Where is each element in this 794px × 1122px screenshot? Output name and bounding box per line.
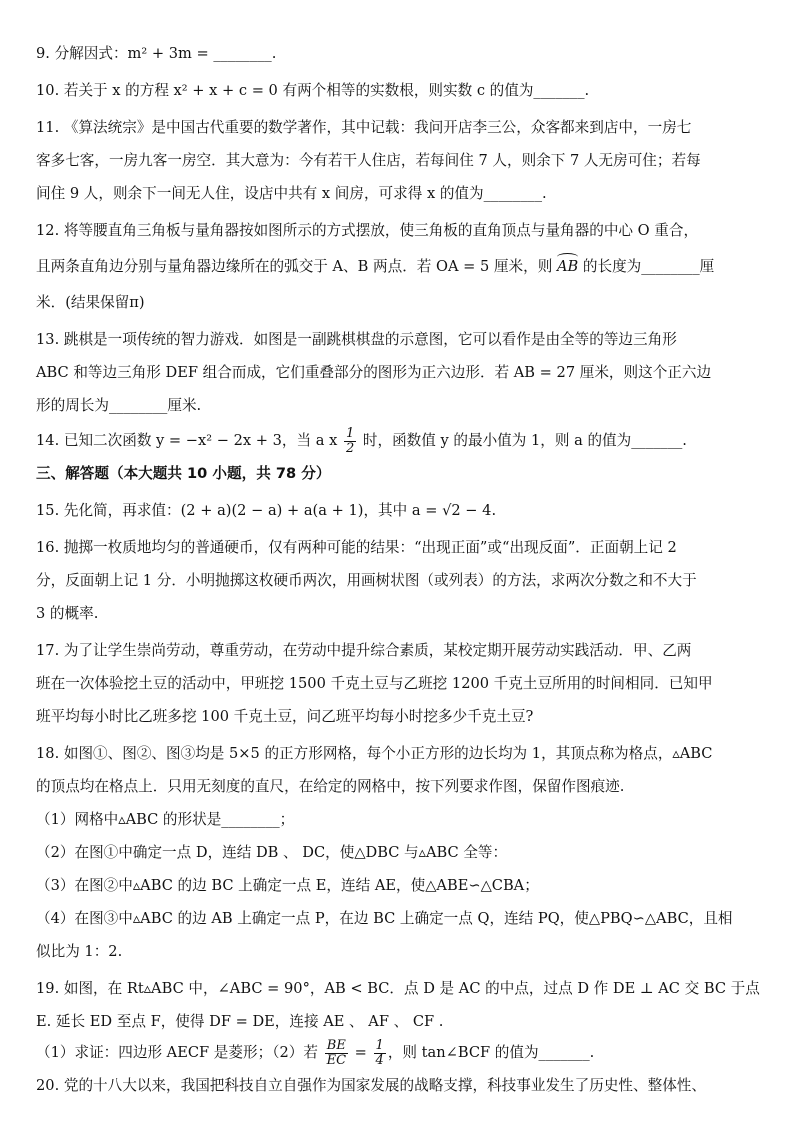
question-17-line-1: 17. 为了让学生崇尚劳动，尊重劳动，在劳动中提升综合素质，某校定期开展劳动实践活动．甲、乙两 <box>36 642 692 659</box>
fraction-denominator: 4 <box>375 1052 384 1068</box>
question-14-start: 14. 已知二次函数 y = −x² − 2x + 3，当 a x <box>36 432 342 449</box>
question-12 <box>36 221 770 313</box>
question-19-line-3-end: ，则 tan∠BCF 的值为_______. <box>387 1044 595 1061</box>
fraction-one-half <box>344 427 356 456</box>
question-17-line-2: 班在一次体验挖土豆的活动中，甲班挖 1500 千克土豆与乙班挖 1200 千克土豆所用的时间相同．已知甲 <box>36 675 713 692</box>
question-19-line-2: E. 延长 ED 至点 F，使得 DF = DE，连接 AE 、 AF 、 CF . <box>36 1013 444 1030</box>
question-18-part-4-cont: 似比为 1：2. <box>36 943 123 960</box>
fraction-one-quarter <box>374 1039 386 1068</box>
question-10: 10. 若关于 x 的方程 x² + x + c = 0 有两个相等的实数根，则实数 c 的值为_______. <box>36 82 590 99</box>
question-13 <box>36 330 770 416</box>
question-12-line-1: 12. 将等腰直角三角板与量角器按如图所示的方式摆放，使三角板的直角顶点与量角器的中心 O 重合， <box>36 222 699 239</box>
fraction-numerator: BE <box>325 1039 348 1054</box>
question-11 <box>36 118 770 204</box>
arc-ab-symbol: AB <box>556 258 579 275</box>
fraction-denominator: EC <box>326 1052 347 1068</box>
question-11-line-1: 11. 《算法统宗》是中国古代重要的数学著作，其中记载：我问开店李三公，众客都来到店中，一房七 <box>36 119 692 136</box>
question-13-line-2: ABC 和等边三角形 DEF 组合而成，它们重叠部分的图形为正六边形．若 AB = 27 厘米，则这个正六边 <box>36 364 712 381</box>
question-19-line-1: 19. 如图，在 Rt▵ABC 中，∠ABC = 90°，AB < BC．点 D 是 AC 的中点，过点 D 作 DE ⊥ AC 交 BC 于点 <box>36 980 760 997</box>
question-18 <box>36 744 770 962</box>
question-9: 9. 分解因式：m² + 3m = ________. <box>36 45 277 62</box>
fraction-numerator: 1 <box>345 425 355 441</box>
question-18-part-2: （2）在图①中确定一点 D，连结 DB 、 DC，使△DBC 与▵ABC 全等： <box>36 844 508 861</box>
question-18-part-3: （3）在图②中▵ABC 的边 BC 上确定一点 E，连结 AE，使△ABE∽△CBA； <box>36 877 539 894</box>
question-11-line-3: 间住 9 人，则余下一间无人住，设店中共有 x 间房，可求得 x 的值为________. <box>36 185 547 202</box>
question-14-end: 时，函数值 y 的最小值为 1，则 a 的值为_______. <box>358 432 687 449</box>
question-16-line-1: 16. 抛掷一枚质地均匀的普通硬币，仅有两种可能的结果：“出现正面”或“出现反面”．正面朝上记 2 <box>36 539 677 556</box>
question-11-line-2: 客多七客，一房九客一房空．其大意为：今有若干人住店，若每间住 7 人，则余下 7 人无房可住；若每 <box>36 152 701 169</box>
question-15: 15. 先化简，再求值：(2 + a)(2 − a) + a(a + 1)，其中 a = √2 − 4. <box>36 502 497 519</box>
question-19 <box>36 979 770 1070</box>
question-19-line-3 <box>36 1036 770 1070</box>
question-17-line-3: 班平均每小时比乙班多挖 100 千克土豆，问乙班平均每小时挖多少千克土豆? <box>36 708 534 725</box>
question-16-line-2: 分，反面朝上记 1 分．小明抛掷这枚硬币两次，用画树状图（或列表）的方法，求两次分数之和不大于 <box>36 572 697 589</box>
question-17 <box>36 641 770 727</box>
question-12-line-2-start: 且两条直角边分别与量角器边缘所在的弧交于 A、B 两点．若 OA = 5 厘米，则 <box>36 258 557 275</box>
question-13-line-1: 13. 跳棋是一项传统的智力游戏．如图是一副跳棋棋盘的示意图，它可以看作是由全等的等边三角形 <box>36 331 677 348</box>
fraction-be-over-ec <box>325 1039 348 1068</box>
question-19-line-3-start: （1）求证：四边形 AECF 是菱形；（2）若 <box>36 1044 323 1061</box>
question-14 <box>36 424 770 458</box>
question-16-line-3: 3 的概率. <box>36 605 99 622</box>
question-13-line-3: 形的周长为________厘米. <box>36 397 202 414</box>
question-18-line-2: 的顶点均在格点上．只用无刻度的直尺，在给定的网格中，按下列要求作图，保留作图痕迹. <box>36 778 625 795</box>
exam-page <box>36 44 770 1096</box>
fraction-denominator: 2 <box>345 440 355 456</box>
section-3-heading: 三、解答题（本大题共 10 小题，共 78 分） <box>36 465 331 482</box>
question-12-line-3: 米．(结果保留π) <box>36 294 145 311</box>
question-18-part-1: （1）网格中▵ABC 的形状是________； <box>36 811 295 828</box>
question-20: 20. 党的十八大以来，我国把科技自立自强作为国家发展的战略支撑，科技事业发生了历史性、整体性、 <box>36 1077 706 1094</box>
equals-sign: = <box>350 1044 372 1061</box>
question-16 <box>36 538 770 624</box>
fraction-numerator: 1 <box>375 1037 384 1053</box>
question-18-line-1: 18. 如图①、图②、图③均是 5×5 的正方形网格，每个小正方形的边长均为 1，其顶点称为格点，▵ABC <box>36 745 713 762</box>
question-12-line-2 <box>36 257 770 277</box>
question-18-part-4: （4）在图③中▵ABC 的边 AB 上确定一点 P，在边 BC 上确定一点 Q，连结 PQ，使△PBQ∽△ABC，且相 <box>36 910 733 927</box>
question-12-line-2-end: 的长度为________厘 <box>578 258 715 275</box>
